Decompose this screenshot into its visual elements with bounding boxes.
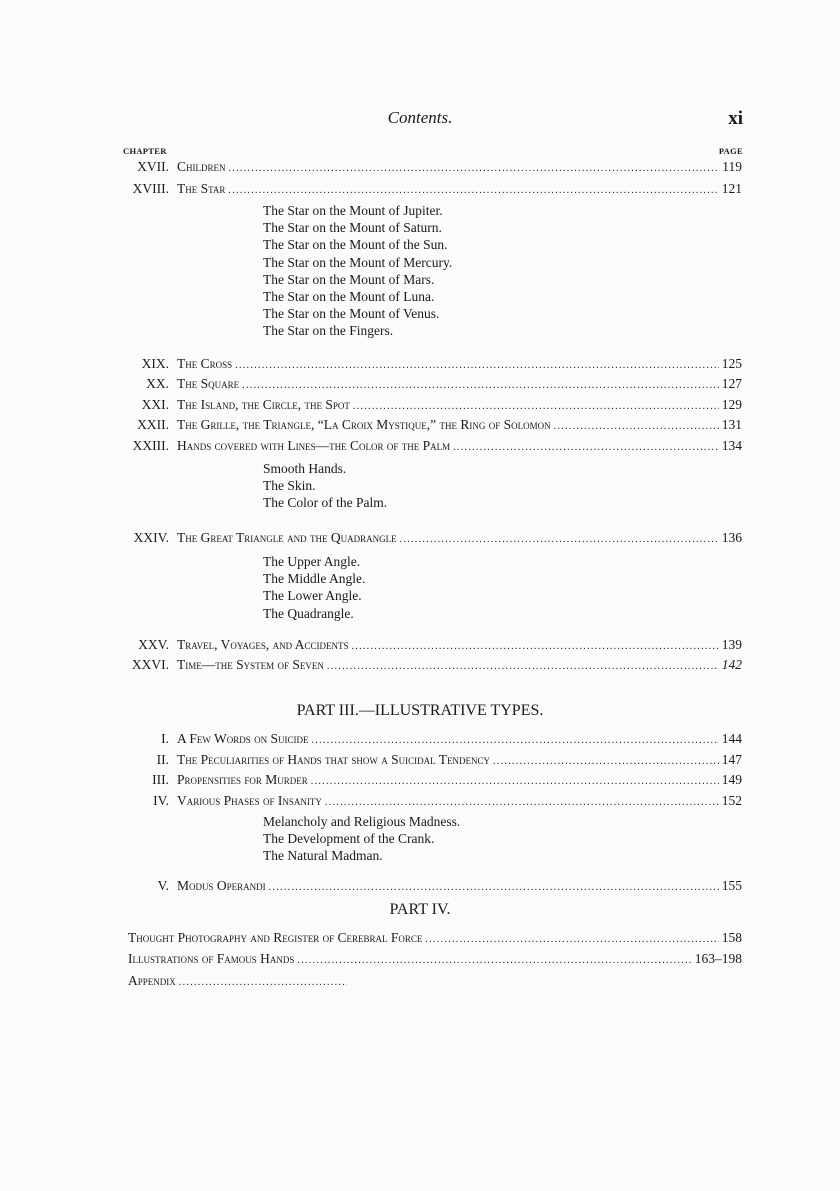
chapter-title: Illustrations of Famous Hands: [128, 951, 295, 966]
page-ref: 155: [721, 878, 742, 893]
chapter-title: The Island, the Circle, the Spot: [177, 397, 350, 412]
subsection: Melancholy and Religious Madness.: [263, 814, 461, 829]
chapter-title: Various Phases of Insanity: [177, 793, 322, 808]
chapter-title: Time—the System of Seven: [177, 657, 324, 672]
page-ref: 127: [721, 376, 742, 391]
toc-entry[interactable]: [0, 929, 840, 946]
page-ref: 131: [721, 417, 742, 432]
chapter-title: Appendix: [128, 973, 176, 988]
chapter-title: Children: [177, 159, 226, 174]
toc-entry[interactable]: [0, 751, 840, 768]
toc-entry[interactable]: [0, 877, 840, 894]
subsection-list: [263, 813, 460, 865]
subsection: The Quadrangle.: [263, 605, 354, 621]
toc-entry[interactable]: [0, 396, 840, 413]
chapter-number: IV.: [153, 793, 169, 808]
page-ref: 125: [721, 356, 742, 371]
chapter-title: A Few Words on Suicide: [177, 731, 309, 746]
chapter-title: Travel, Voyages, and Accidents: [177, 637, 349, 652]
subsection-list: [263, 202, 452, 340]
toc-entry[interactable]: [0, 529, 840, 546]
toc-entry[interactable]: [0, 180, 840, 197]
toc-entry[interactable]: [0, 636, 840, 653]
subsection-list: [263, 553, 365, 622]
page-ref: 139: [721, 637, 742, 652]
subsection: The Upper Angle.: [263, 554, 361, 569]
subsection: The Skin.: [263, 478, 316, 494]
toc-entry[interactable]: [0, 950, 840, 967]
part-heading: PART III.—ILLUSTRATIVE TYPES.: [296, 702, 544, 719]
toc-entry[interactable]: [0, 771, 840, 788]
chapter-number: XX.: [146, 376, 169, 391]
subsection: The Lower Angle.: [263, 588, 362, 604]
chapter-title: Thought Photography and Register of Cerebral Force: [128, 930, 423, 945]
chapter-number: XVII.: [137, 159, 169, 174]
chapter-title: The Grille, the Triangle, “La Croix Mystique,” the Ring of Solomon: [177, 417, 551, 432]
subsection: The Star on the Mount of Mercury.: [263, 254, 453, 270]
chapter-number: XXV.: [138, 637, 169, 652]
page-ref: 134: [721, 438, 742, 453]
toc-entry[interactable]: [0, 792, 840, 809]
subsection: The Star on the Mount of Saturn.: [263, 220, 442, 236]
toc-entry[interactable]: [0, 158, 840, 175]
chapter-title: The Great Triangle and the Quadrangle: [177, 530, 397, 545]
subsection-list: [263, 460, 387, 512]
page-header: [0, 108, 840, 132]
chapter-title: The Star: [177, 181, 226, 196]
toc-entry[interactable]: [0, 355, 840, 372]
page-ref: 163–198: [694, 951, 742, 966]
chapter-title: Propensities for Murder: [177, 772, 308, 787]
subsection: The Natural Madman.: [263, 848, 383, 864]
toc-entry[interactable]: [0, 437, 840, 454]
subsection: The Middle Angle.: [263, 571, 366, 587]
chapter-number: XIX.: [141, 356, 169, 371]
chapter-number: XXII.: [137, 417, 169, 432]
chapter-number: XXIII.: [132, 438, 169, 453]
subsection: The Development of the Crank.: [263, 831, 435, 847]
chapter-number: XVIII.: [132, 181, 169, 196]
chapter-number: V.: [157, 878, 169, 893]
page-ref: 119: [722, 159, 742, 174]
chapter-number: II.: [156, 752, 169, 767]
page-ref: 147: [721, 752, 742, 767]
subsection: Smooth Hands.: [263, 461, 347, 476]
page-title: Contents.: [387, 108, 453, 127]
subsection: The Star on the Fingers.: [263, 323, 394, 339]
page-column-label: PAGE: [718, 146, 743, 156]
chapter-number: XXIV.: [133, 530, 169, 545]
chapter-number: III.: [152, 772, 169, 787]
page-ref: 142: [721, 657, 742, 672]
chapter-column-label: CHAPTER: [123, 146, 167, 156]
page-ref: 144: [721, 731, 742, 746]
page-ref: 121: [721, 181, 742, 196]
chapter-number: I.: [161, 731, 169, 746]
chapter-title: The Peculiarities of Hands that show a Suicidal Tendency: [177, 752, 490, 767]
toc-entry[interactable]: [0, 656, 840, 673]
page-ref: 152: [721, 793, 742, 808]
subsection: The Star on the Mount of Luna.: [263, 289, 435, 305]
subsection: The Color of the Palm.: [263, 495, 388, 511]
toc-entry[interactable]: [0, 375, 840, 392]
page-ref: 149: [721, 772, 742, 787]
chapter-number: XXI.: [141, 397, 169, 412]
toc-entry[interactable]: [0, 730, 840, 747]
chapter-title: The Cross: [177, 356, 233, 371]
column-headings: [123, 146, 743, 156]
toc-entry[interactable]: [0, 972, 840, 989]
subsection: The Star on the Mount of Mars.: [263, 271, 435, 287]
page-number: xi: [728, 108, 743, 129]
page-ref: 158: [721, 930, 742, 945]
page-ref: 136: [721, 530, 742, 545]
part-heading: PART IV.: [389, 901, 451, 918]
toc-entry[interactable]: [0, 416, 840, 433]
chapter-title: Hands covered with Lines—the Color of the Palm: [177, 438, 451, 453]
page-ref: 129: [721, 397, 742, 412]
subsection: The Star on the Mount of the Sun.: [263, 237, 448, 253]
chapter-number: XXVI.: [131, 657, 169, 672]
chapter-title: Modus Operandi: [177, 878, 266, 893]
subsection: The Star on the Mount of Jupiter.: [263, 203, 443, 218]
chapter-title: The Square: [177, 376, 240, 391]
subsection: The Star on the Mount of Venus.: [263, 306, 440, 322]
